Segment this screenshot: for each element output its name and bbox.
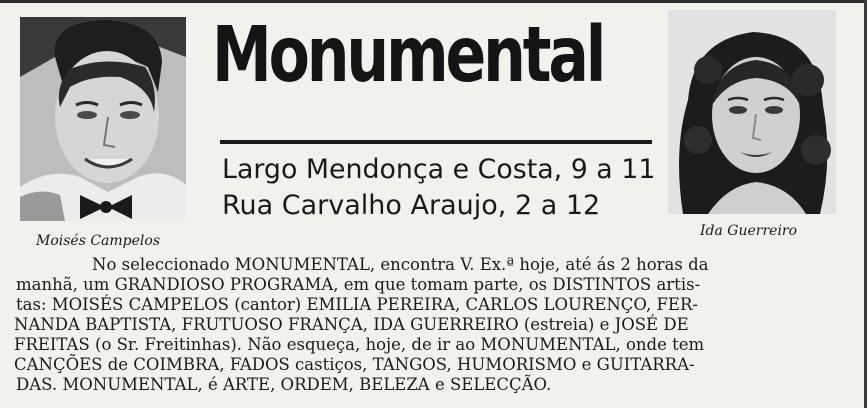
paragraph-line: NANDA BAPTISTA, FRUTUOSO FRANÇA, IDA GUERREIRO (estreia) e JOSÉ DE	[14, 315, 689, 334]
paragraph-line: manhã, um GRANDIOSO PROGRAMA, em que tomam parte, os DISTINTOS artis-	[16, 275, 701, 294]
paragraph-line: No seleccionado MONUMENTAL, encontra V. Ex.ª hoje, até ás 2 horas da	[92, 255, 709, 274]
caption-ida-guerreiro: Ida Guerreiro	[700, 223, 798, 239]
paragraph-line: DAS. MONUMENTAL, é ARTE, ORDEM, BELEZA e SELECÇÃO.	[16, 375, 552, 394]
paragraph-line: FREITAS (o Sr. Freitinhas). Não esqueça, hoje, de ir ao MONUMENTAL, onde tem	[14, 335, 705, 354]
title-rule	[220, 140, 652, 144]
scan-edge-top	[0, 0, 867, 3]
photo-moises-campelos	[20, 17, 186, 221]
caption-moises-campelos: Moisés Campelos	[36, 233, 161, 249]
venue-title: Monumental	[212, 11, 604, 100]
address-line-2: Rua Carvalho Araujo, 2 a 12	[222, 190, 601, 221]
paragraph-line: CANÇÕES de COIMBRA, FADOS castiços, TANGOS, HUMORISMO e GUITARRA-	[14, 355, 695, 374]
photo-ida-guerreiro	[668, 10, 836, 214]
paragraph-line: tas: MOISÉS CAMPELOS (cantor) EMILIA PEREIRA, CARLOS LOURENÇO, FER-	[16, 295, 698, 314]
address-line-1: Largo Mendonça e Costa, 9 a 11	[222, 154, 656, 185]
